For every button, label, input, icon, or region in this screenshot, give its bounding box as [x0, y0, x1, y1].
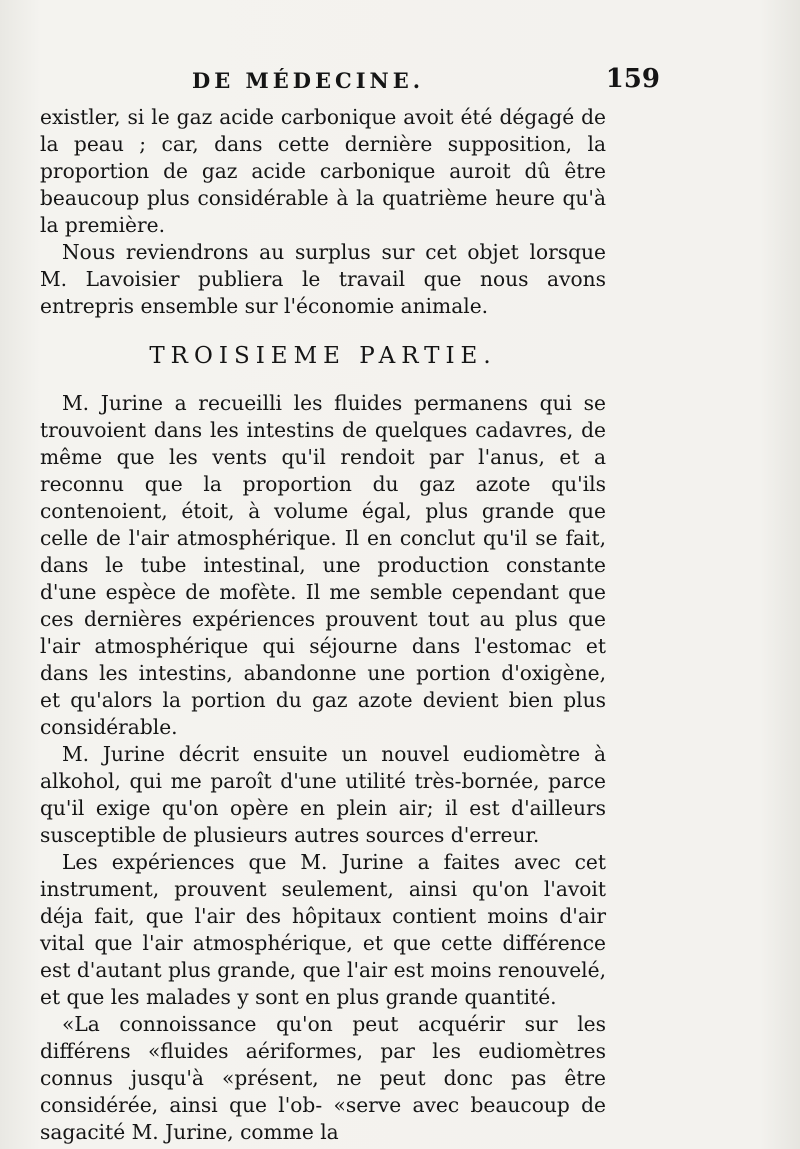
page-number: 159	[605, 64, 660, 94]
paragraph-quotation: «La connoissance qu'on peut acquérir sur les différens «fluides aériformes, par les eudiomètres connus jusqu'à «présent, ne peut donc pas être considérée, ainsi que l'ob- «serve avec beaucoup de sagacité M. Jurine, comme la	[40, 1012, 606, 1144]
paragraph-continuation: existler, si le gaz acide carbonique avoit été dégagé de la peau ; car, dans cette dernière supposition, la proportion de gaz acide carbonique auroit dû être beaucoup plus considérable à la quatrième heure qu'à la première.	[40, 105, 606, 237]
page-header	[40, 64, 660, 104]
running-head: DE MÉDECINE.	[192, 68, 425, 93]
paragraph-lavoisier: Nous reviendrons au surplus sur cet objet lorsque M. Lavoisier publiera le travail que nous avons entrepris ensemble sur l'économie animale.	[40, 240, 606, 318]
paragraph-eudiometre: M. Jurine décrit ensuite un nouvel eudiomètre à alkohol, qui me paroît d'une utilité très-bornée, parce qu'il exige qu'on opère en plein air; il est d'ailleurs susceptible de plusieurs autres sources d'erreur.	[40, 742, 606, 847]
section-title: TROISIEME PARTIE.	[149, 343, 497, 369]
paragraph-jurine-fluides: M. Jurine a recueilli les fluides permanens qui se trouvoient dans les intestins de quelques cadavres, de même que les vents qu'il rendoit par l'anus, et a reconnu que la proportion du gaz azote qu'ils contenoient, étoit, à volume égal, plus grande que celle de l'air atmosphérique. Il en conclut qu'il se fait, dans le tube intestinal, une production constante d'une espèce de mofète. Il me semble cependant que ces dernières expériences prouvent tout au plus que l'air atmosphérique qui séjourne dans l'estomac et dans les intestins, abandonne une portion d'oxigène, et qu'alors la portion du gaz azote devient bien plus considérable.	[40, 391, 606, 739]
paragraph-experiences: Les expériences que M. Jurine a faites avec cet instrument, prouvent seulement, ainsi qu'on l'avoit déja fait, que l'air des hôpitaux contient moins d'air vital que l'air atmosphérique, et que cette différence est d'autant plus grande, que l'air est moins renouvelé, et que les malades y sont en plus grande quantité.	[40, 850, 606, 1009]
page-body	[40, 104, 606, 1146]
